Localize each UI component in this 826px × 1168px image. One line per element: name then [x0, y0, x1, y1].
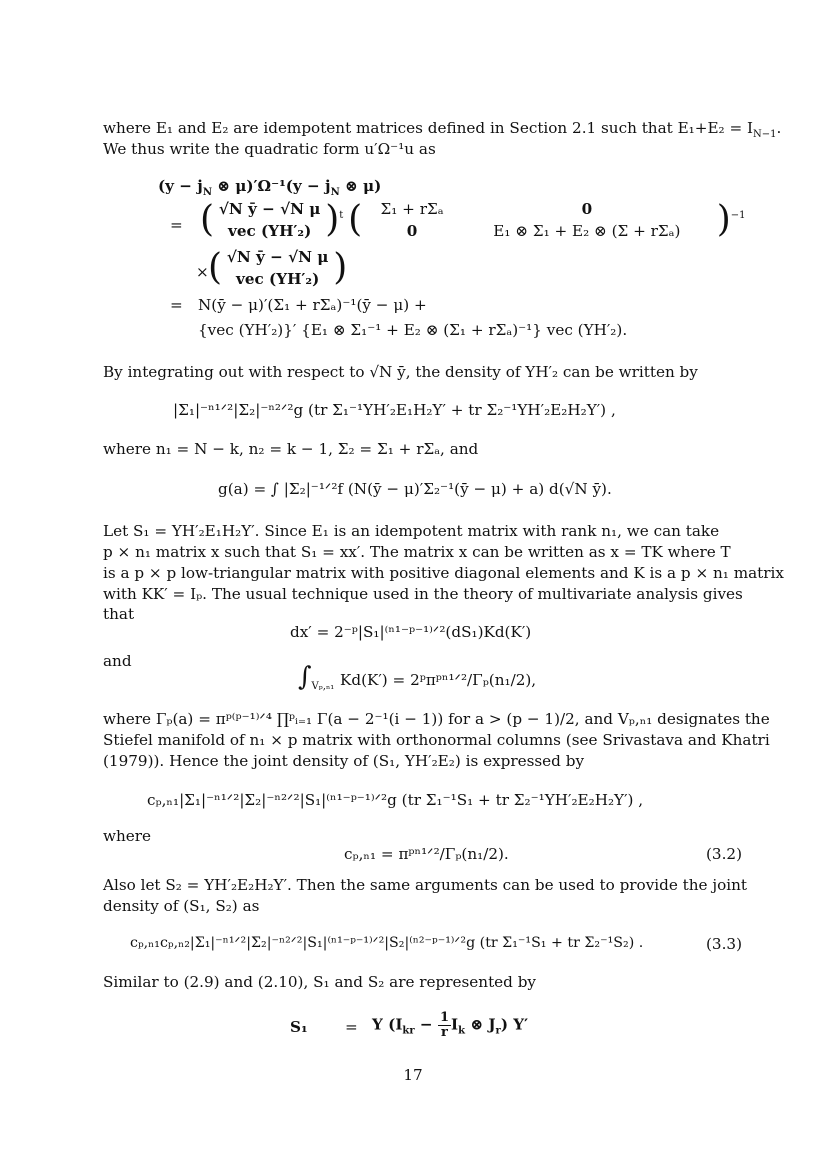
eq1-equals: =	[170, 216, 183, 234]
eq1-vector2-block	[208, 246, 347, 290]
eq1-m21: 0	[406, 222, 418, 240]
eq1-times: ×	[196, 263, 209, 281]
eq9-a-sub: kr	[402, 1025, 415, 1037]
eq7-number: (3.2)	[705, 845, 742, 863]
p3-line: where n₁ = N − k, n₂ = k − 1, Σ₂ = Σ₁ + rΣₐ, and	[103, 440, 479, 458]
eq1-m22: E₁ ⊗ Σ₁ + E₂ ⊗ (Σ + rΣₐ)	[493, 222, 681, 240]
p4-line3: is a p × p low-triangular matrix with positive diagonal elements and K is a p × n₁ matrix	[103, 564, 784, 582]
p8-line1: Also let S₂ = YH′₂E₂H₂Y′. Then the same arguments can be used to provide the joint	[103, 876, 747, 894]
eq1-vector-bot: vec (YH′₂)	[228, 222, 312, 240]
integral-sign: ∫	[298, 662, 312, 692]
p1-line2: We thus write the quadratic form u′Ω⁻¹u as	[103, 140, 436, 158]
p6-line1: where Γₚ(a) = πᵖ⁽ᵖ⁻¹⁾ᐟ⁴ ∏ᵖᵢ₌₁ Γ(a − 2⁻¹(i − 1)) for a > (p − 1)/2, and Vₚ,ₙ₁ designates the	[103, 710, 770, 728]
eq9-b: −	[414, 1015, 438, 1034]
eq1-transpose: t	[339, 209, 344, 221]
eq8-number: (3.3)	[705, 935, 742, 953]
eq8: cₚ,ₙ₁cₚ,ₙ₂|Σ₁|⁻ⁿ¹ᐟ²|Σ₂|⁻ⁿ²ᐟ²|S₁|⁽ⁿ¹⁻ᵖ⁻¹⁾ᐟ²|S₂|⁽ⁿ²⁻ᵖ⁻¹⁾ᐟ²g (tr Σ₁⁻¹S₁ + tr Σ₂⁻¹S₂) .	[130, 935, 644, 951]
eq1-vector-block	[200, 198, 745, 250]
eq9-a: Y (I	[372, 1015, 403, 1034]
p9-line: Similar to (2.9) and (2.10), S₁ and S₂ are represented by	[103, 973, 537, 991]
eq1-l1c: ⊗ μ)	[339, 177, 382, 195]
eq1-m11: Σ₁ + rΣₐ	[380, 200, 444, 218]
p5-line: and	[103, 652, 132, 670]
eq9-num: 1	[439, 1010, 449, 1025]
p8-line2: density of (S₁, S₂) as	[103, 897, 260, 915]
p6-line2: Stiefel manifold of n₁ × p matrix with orthonormal columns (see Srivastava and Khatri	[103, 731, 770, 749]
p1-line1: where E₁ and E₂ are idempotent matrices defined in Section 2.1 such that E₁+E₂ = I	[103, 119, 754, 137]
p4-line5: that	[103, 605, 135, 623]
eq1-m12: 0	[581, 200, 593, 218]
p4-line2: p × n₁ matrix x such that S₁ = xx′. The matrix x can be written as x = TK where T	[103, 543, 731, 561]
left-paren: (	[208, 247, 223, 288]
eq1-vector	[219, 198, 321, 242]
right-paren: )	[716, 199, 731, 240]
page-number: 17	[403, 1066, 423, 1084]
eq1-matrix-col2	[462, 198, 712, 242]
eq1-inverse: −1	[730, 209, 746, 221]
eq5-integral	[298, 662, 334, 692]
eq1-l1-sub2: N	[330, 187, 340, 199]
eq1-l1-sub: N	[202, 187, 212, 199]
p7-line: where	[103, 827, 152, 845]
eq7: cₚ,ₙ₁ = πᵖⁿ¹ᐟ²/Γₚ(n₁/2).	[344, 845, 509, 863]
eq9-c: I	[450, 1015, 459, 1034]
right-paren: )	[333, 247, 348, 288]
p2-line: By integrating out with respect to √N ȳ, the density of YH′₂ can be written by	[103, 363, 698, 381]
p4-line1: Let S₁ = YH′₂E₁H₂Y′. Since E₁ is an idempotent matrix with rank n₁, we can take	[103, 522, 720, 540]
eq1-vector2-top: √N ȳ − √N μ	[226, 248, 329, 266]
eq9-den: r	[441, 1025, 448, 1040]
p6-line3: (1979)). Hence the joint density of (S₁, YH′₂E₂) is expressed by	[103, 752, 585, 770]
eq1-vector-top: √N ȳ − √N μ	[218, 200, 321, 218]
eq1-vector2	[227, 246, 329, 290]
eq9-rhs	[372, 1011, 528, 1040]
eq5-domain: Vₚ,ₙ₁	[311, 681, 335, 693]
eq9-e: ) Y′	[500, 1015, 529, 1034]
eq9-lhs: S₁	[290, 1018, 308, 1036]
eq1-line1	[158, 177, 382, 199]
eq5: Kd(K′) = 2ᵖπᵖⁿ¹ᐟ²/Γₚ(n₁/2),	[340, 671, 537, 689]
eq1-result-line1: N(ȳ − μ)′(Σ₁ + rΣₐ)⁻¹(ȳ − μ) +	[198, 296, 427, 314]
eq6: cₚ,ₙ₁|Σ₁|⁻ⁿ¹ᐟ²|Σ₂|⁻ⁿ²ᐟ²|S₁|⁽ⁿ¹⁻ᵖ⁻¹⁾ᐟ²g (tr Σ₁⁻¹S₁ + tr Σ₂⁻¹YH′₂E₂H₂Y′) ,	[147, 791, 644, 809]
eq1-matrix-col1	[367, 198, 457, 242]
eq1-vector2-bot: vec (YH′₂)	[236, 270, 320, 288]
eq2: |Σ₁|⁻ⁿ¹ᐟ²|Σ₂|⁻ⁿ²ᐟ²g (tr Σ₁⁻¹YH′₂E₁H₂Y′ + tr Σ₂⁻¹YH′₂E₂H₂Y′) ,	[173, 401, 616, 419]
p1-line1-end: .	[776, 119, 782, 137]
eq1-l1b: ⊗ μ)′Ω⁻¹(y − j	[211, 177, 331, 195]
eq9-fraction	[438, 1011, 451, 1040]
left-paren: (	[348, 199, 363, 240]
text-line	[103, 119, 782, 141]
right-paren: )	[325, 199, 340, 240]
eq1-l1a: (y − j	[158, 177, 203, 195]
eq4: dx′ = 2⁻ᵖ|S₁|⁽ⁿ¹⁻ᵖ⁻¹⁾ᐟ²(dS₁)Kd(K′)	[290, 623, 532, 641]
eq9-equals: =	[345, 1018, 358, 1036]
eq9-c-sub: k	[458, 1025, 466, 1037]
eq9-d-sub: r	[495, 1025, 501, 1037]
left-paren: (	[200, 199, 215, 240]
eq9-d: ⊗ J	[465, 1015, 496, 1034]
eq1-result-line2: {vec (YH′₂)}′ {E₁ ⊗ Σ₁⁻¹ + E₂ ⊗ (Σ₁ + rΣₐ)⁻¹} vec (YH′₂).	[198, 321, 628, 339]
p1-line1-sub: N−1	[753, 129, 777, 141]
p4-line4: with KK′ = Iₚ. The usual technique used in the theory of multivariate analysis gives	[103, 585, 743, 603]
eq1-equals2: =	[170, 296, 183, 314]
eq3: g(a) = ∫ |Σ₂|⁻¹ᐟ²f (N(ȳ − μ)′Σ₂⁻¹(ȳ − μ) + a) d(√N ȳ).	[218, 480, 612, 498]
